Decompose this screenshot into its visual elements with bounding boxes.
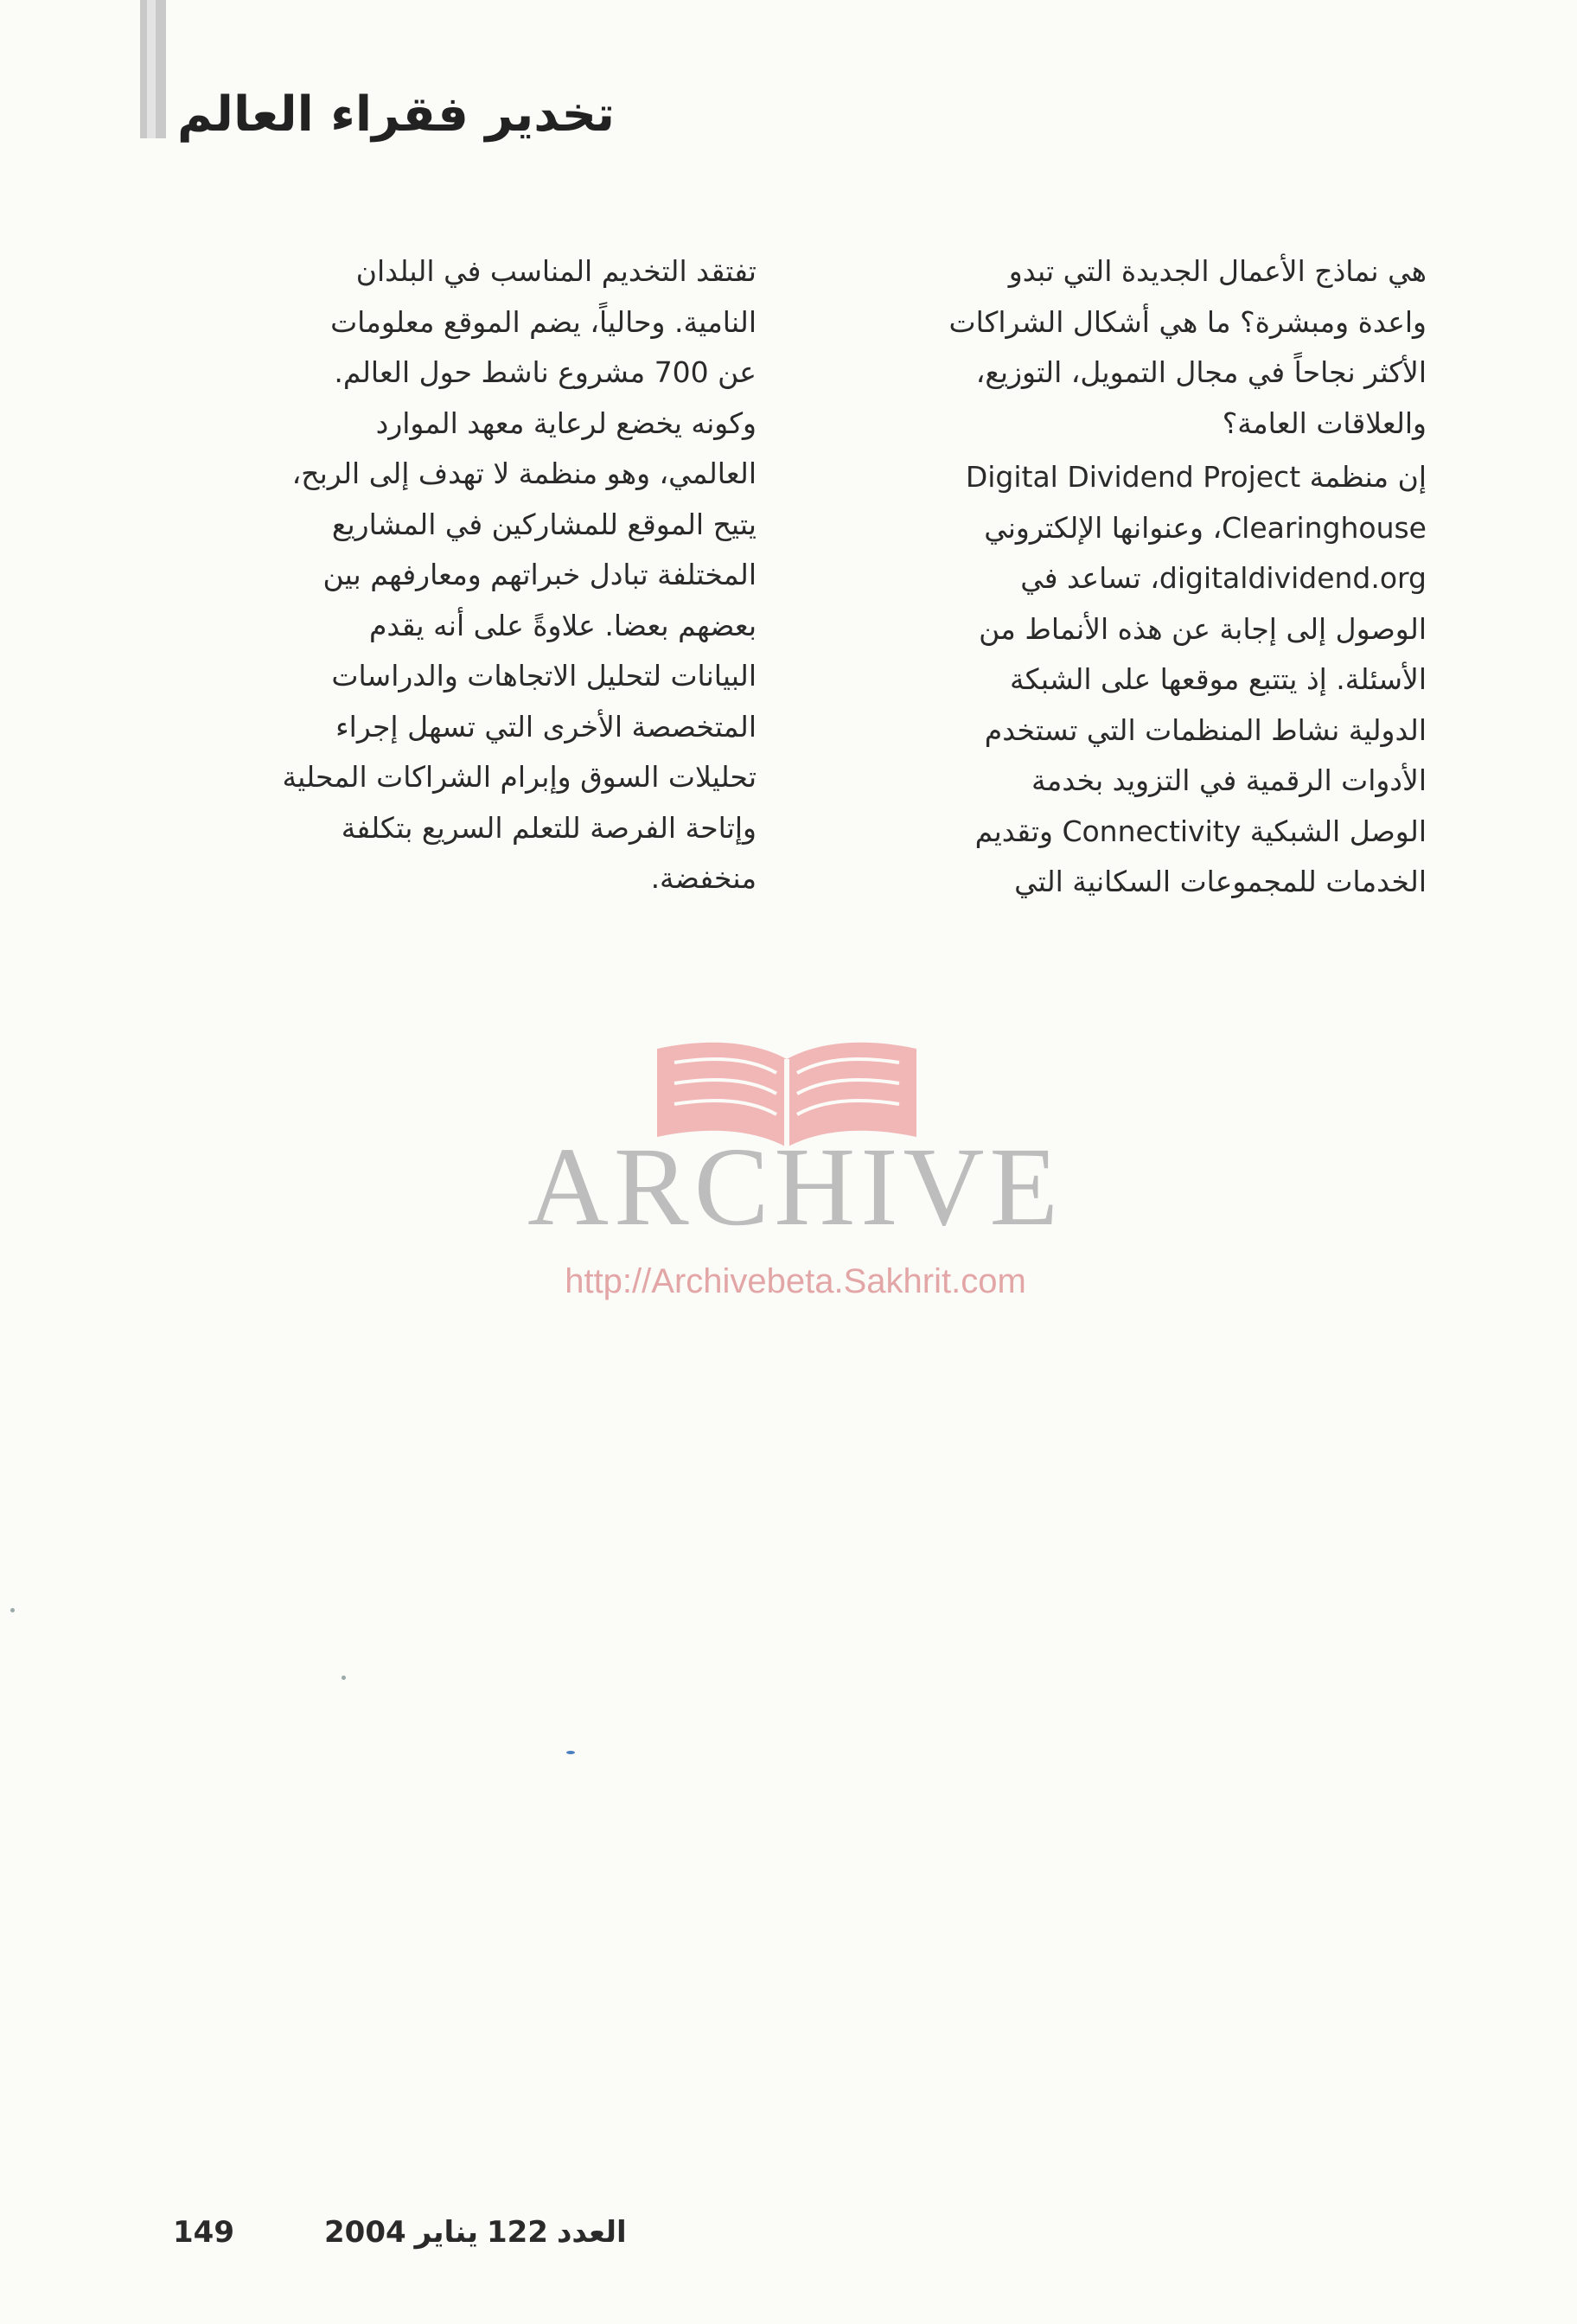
scan-speck	[566, 1751, 575, 1754]
text-line: البيانات لتحليل الاتجاهات والدراسات	[331, 659, 757, 693]
text-line: الوصل الشبكية Connectivity وتقديم	[974, 814, 1427, 848]
section-title: تخدير فقراء العالم	[177, 86, 616, 143]
paragraph	[138, 246, 757, 904]
text-line: الأسئلة. إذ يتتبع موقعها على الشبكة	[1010, 662, 1427, 696]
issue-year: 2004	[324, 2215, 406, 2250]
text-line: هي نماذج الأعمال الجديدة التي تبدو	[1008, 254, 1427, 288]
scan-speck	[342, 1676, 346, 1680]
text-line: تحليلات السوق وإبرام الشراكات المحلية	[282, 760, 757, 794]
archive-watermark	[484, 1033, 1107, 1318]
text-line: والعلاقات العامة؟	[1222, 405, 1427, 440]
text-line: الوصول إلى إجابة عن هذه الأنماط من	[979, 611, 1427, 646]
text-line: النامية. وحالياً، يضم الموقع معلومات	[330, 304, 757, 339]
text-line: العالمي، وهو منظمة لا تهدف إلى الربح،	[291, 456, 757, 490]
scan-speck	[10, 1608, 15, 1612]
text-line: الأدوات الرقمية في التزويد بخدمة	[1031, 763, 1427, 797]
issue-info	[316, 2213, 627, 2251]
text-line: الدولية نشاط المنظمات التي تستخدم	[984, 712, 1427, 747]
text-line: digitaldividend.org، تساعد في	[1020, 561, 1427, 595]
text-line: عن 700 مشروع ناشط حول العالم.	[334, 355, 757, 389]
section-marker-bar	[140, 0, 166, 138]
paragraph	[808, 246, 1427, 449]
text-line: واعدة ومبشرة؟ ما هي أشكال الشراكات	[948, 304, 1427, 339]
paragraph	[808, 452, 1427, 908]
issue-month: يناير	[414, 2215, 478, 2250]
watermark-url: http://Archivebeta.Sakhrit.com	[565, 1262, 1026, 1300]
issue-label: العدد	[556, 2215, 627, 2250]
text-line: الخدمات للمجموعات السكانية التي	[1014, 865, 1427, 898]
text-line: منخفضة.	[650, 861, 757, 895]
text-line: إن منظمة Digital Dividend Project	[965, 460, 1427, 494]
text-line: Clearinghouse، وعنوانها الإلكتروني	[984, 510, 1427, 545]
text-line: المتخصصة الأخرى التي تسهل إجراء	[335, 709, 757, 744]
page-number: 149	[173, 2215, 234, 2250]
text-line: الأكثر نجاحاً في مجال التمويل، التوزيع،	[975, 355, 1427, 389]
text-line: وكونه يخضع لرعاية معهد الموارد	[375, 405, 757, 440]
article-column-right	[808, 246, 1427, 908]
text-line: وإتاحة الفرصة للتعلم السريع بتكلفة	[341, 810, 757, 845]
text-line: المختلفة تبادل خبراتهم ومعارفهم بين	[322, 558, 757, 591]
text-line: بعضهم بعضا. علاوةً على أنه يقدم	[368, 608, 757, 642]
text-line: يتيح الموقع للمشاركين في المشاريع	[331, 507, 757, 541]
watermark-text: ARCHIVE	[527, 1125, 1063, 1249]
text-line: تفتقد التخديم المناسب في البلدان	[355, 254, 757, 288]
article-column-left	[138, 246, 757, 904]
issue-number: 122	[486, 2215, 548, 2250]
